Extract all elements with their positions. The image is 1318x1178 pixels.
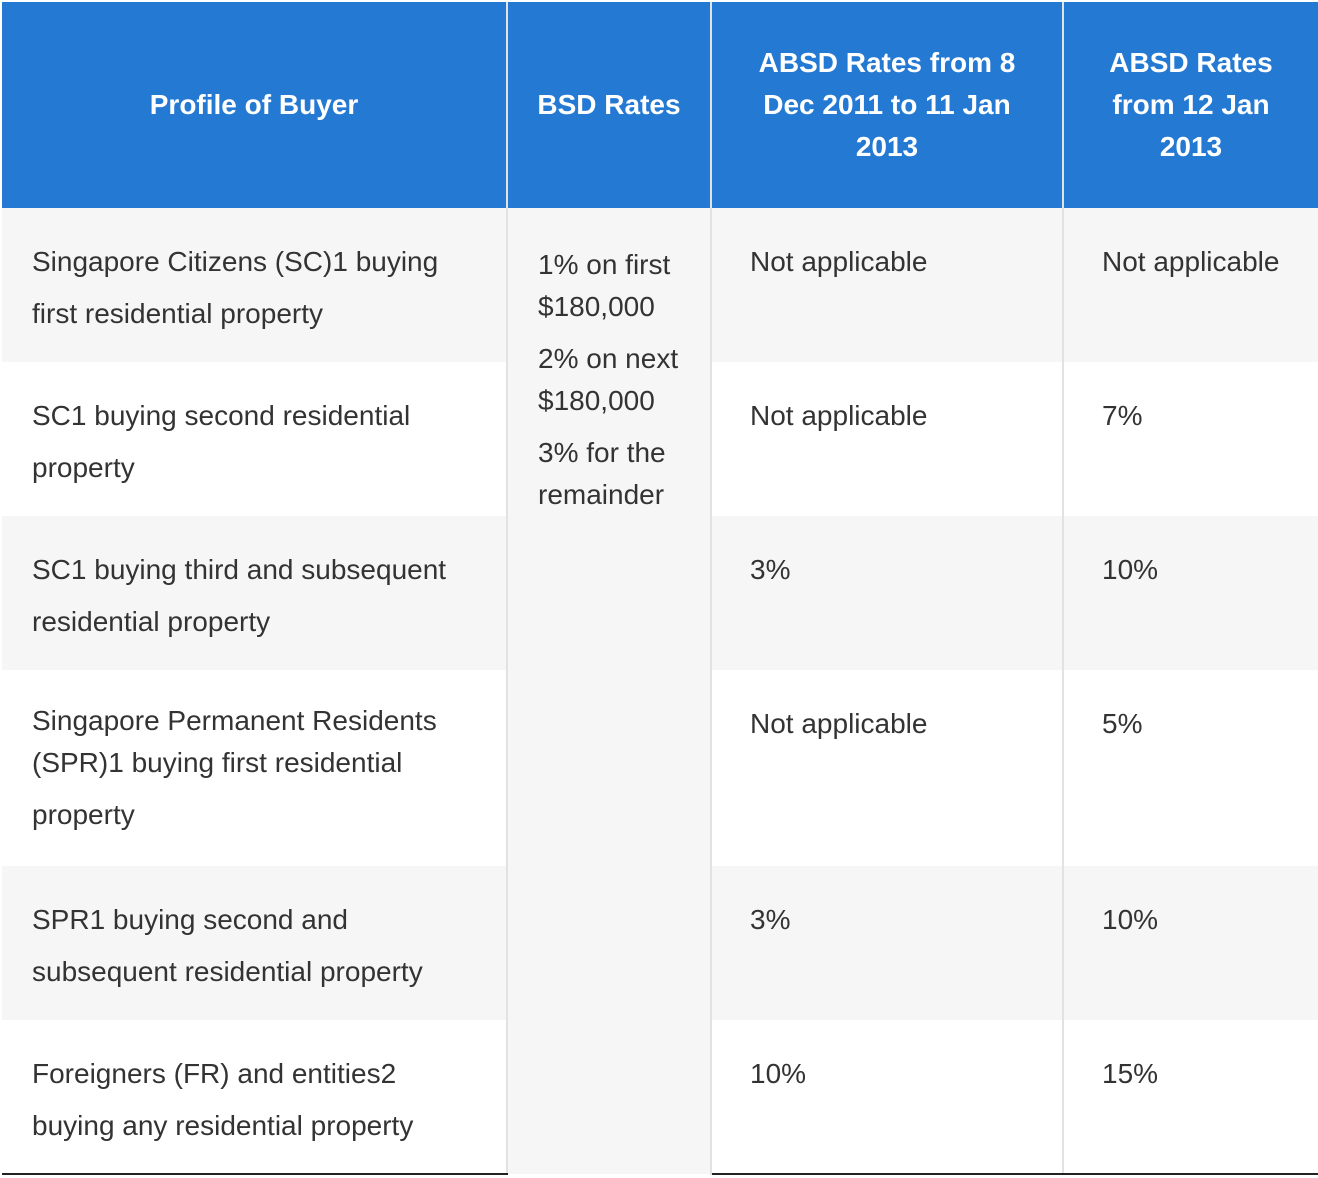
header-bsd-rates: BSD Rates <box>507 2 711 208</box>
header-absd-new-rates: ABSD Rates from 12 Jan 2013 <box>1063 2 1318 208</box>
absd-new-cell: 10% <box>1063 516 1318 670</box>
absd-new-cell: 10% <box>1063 866 1318 1020</box>
profile-text-end: property <box>32 799 135 830</box>
absd-new-cell: 7% <box>1063 362 1318 516</box>
absd-new-cell: 5% <box>1063 670 1318 866</box>
profile-cell: SC1 buying second residential property <box>2 362 507 516</box>
stamp-duty-rates-table <box>2 2 1318 1175</box>
absd-new-cell: Not applicable <box>1063 208 1318 362</box>
table-row <box>2 208 1318 362</box>
profile-cell <box>2 670 507 866</box>
absd-old-cell: 3% <box>711 866 1063 1020</box>
profile-cell: Singapore Citizens (SC)1 buying first residential property <box>2 208 507 362</box>
table-header <box>2 2 1318 208</box>
profile-cell: SC1 buying third and subsequent residential property <box>2 516 507 670</box>
table-body <box>2 208 1318 1174</box>
header-profile-of-buyer: Profile of Buyer <box>2 2 507 208</box>
bsd-rate-tier-1: 1% on first $180,000 <box>538 249 671 322</box>
bsd-rates-cell <box>507 208 711 1174</box>
header-row <box>2 2 1318 208</box>
bsd-rate-tier-3: 3% for the remainder <box>538 437 666 510</box>
absd-old-cell: 3% <box>711 516 1063 670</box>
absd-old-cell: Not applicable <box>711 362 1063 516</box>
absd-old-cell: Not applicable <box>711 208 1063 362</box>
bsd-rate-tier-2: 2% on next $180,000 <box>538 343 679 416</box>
absd-old-cell: Not applicable <box>711 670 1063 866</box>
profile-cell: SPR1 buying second and subsequent residential property <box>2 866 507 1020</box>
header-absd-old-rates: ABSD Rates from 8 Dec 2011 to 11 Jan 2013 <box>711 2 1063 208</box>
absd-new-cell: 15% <box>1063 1020 1318 1174</box>
profile-cell: Foreigners (FR) and entities2 buying any residential property <box>2 1020 507 1174</box>
profile-text-main: Singapore Permanent Residents (SPR)1 buying first residential <box>32 705 437 778</box>
absd-old-cell: 10% <box>711 1020 1063 1174</box>
